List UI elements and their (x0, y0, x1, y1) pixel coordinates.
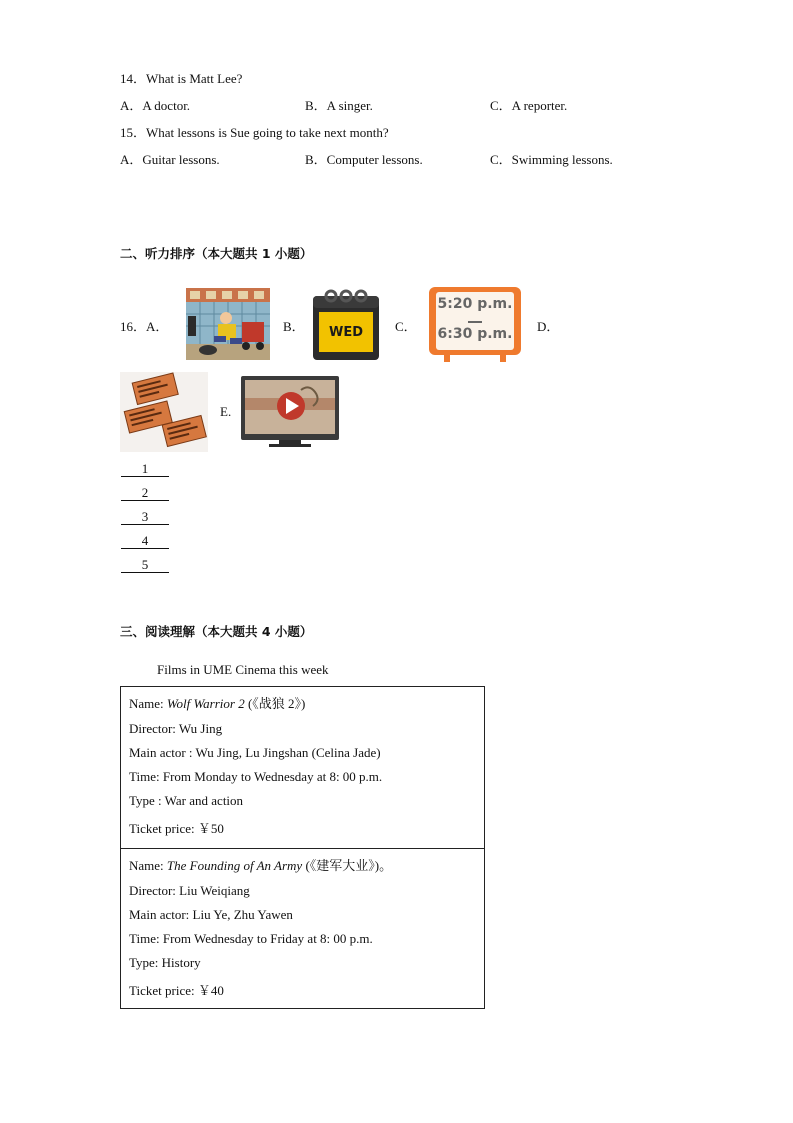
film-1-type: Type : War and action (129, 793, 244, 808)
answer-blank-1[interactable]: 1 (121, 461, 169, 477)
films-intro: Films in UME Cinema this week (157, 662, 329, 677)
answer-blank-5[interactable]: 5 (121, 557, 169, 573)
film-1-title: Wolf Warrior 2 (166, 696, 245, 711)
picture-d-tickets (120, 372, 208, 452)
q14-option-a: A．A doctor. (120, 98, 191, 113)
film-2-director: Director: Liu Weiqiang (129, 883, 250, 898)
picture-e-tv (241, 376, 339, 448)
option-c-label: C． (395, 319, 417, 334)
picture-c-time-sign (428, 286, 522, 362)
calendar-day-text: WED (328, 324, 363, 340)
q15-option-a: A．Guitar lessons. (120, 152, 220, 167)
film-1-director: Director: Wu Jing (129, 721, 223, 736)
question-14: 14．What is Matt Lee? (120, 71, 243, 86)
time-start-text: 5:20 p.m. (437, 296, 513, 312)
answer-blank-4[interactable]: 4 (121, 533, 169, 549)
table-divider (121, 848, 484, 849)
film-2-name: Name: The Founding of An Army (《建军大业》)。 (129, 858, 393, 873)
question-16-label: 16．A． (120, 319, 169, 334)
film-1-name: Name: Wolf Warrior 2 (《战狼 2》) (129, 696, 306, 711)
section-2-heading: 二、听力排序（本大题共 1 小题） (120, 246, 313, 261)
option-b-label: B． (283, 319, 305, 334)
film-2-price: Ticket price: ￥40 (129, 983, 224, 998)
question-15: 15．What lessons is Sue going to take next month? (120, 125, 389, 140)
film-2-actor: Main actor: Liu Ye, Zhu Yawen (129, 907, 293, 922)
q14-option-c: C．A reporter. (490, 98, 568, 113)
film-1-time: Time: From Monday to Wednesday at 8: 00 p.m. (129, 769, 383, 784)
film-1-actor: Main actor : Wu Jing, Lu Jingshan (Celina Jade) (129, 745, 381, 760)
time-end-text: 6:30 p.m. (437, 326, 513, 342)
q14-option-b: B．A singer. (305, 98, 373, 113)
film-2-type: Type: History (129, 955, 201, 970)
film-1-price: Ticket price: ￥50 (129, 821, 224, 836)
q15-option-c: C．Swimming lessons. (490, 152, 613, 167)
picture-b-calendar (311, 288, 381, 362)
option-d-label: D． (537, 319, 560, 334)
picture-a-moving-scene (186, 288, 270, 360)
films-table (120, 686, 485, 1009)
film-2-time: Time: From Wednesday to Friday at 8: 00 p.m. (129, 931, 373, 946)
answer-blank-2[interactable]: 2 (121, 485, 169, 501)
answer-blank-3[interactable]: 3 (121, 509, 169, 525)
section-3-heading: 三、阅读理解（本大题共 4 小题） (120, 624, 313, 639)
q15-option-b: B．Computer lessons. (305, 152, 423, 167)
option-e-label: E. (220, 404, 232, 419)
film-2-title: The Founding of An Army (166, 858, 303, 873)
